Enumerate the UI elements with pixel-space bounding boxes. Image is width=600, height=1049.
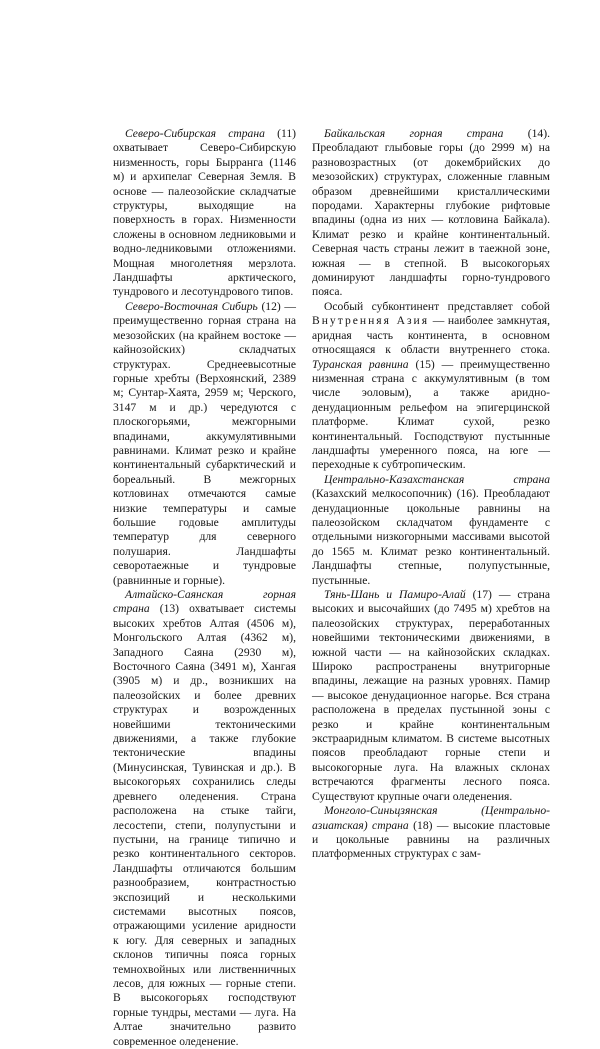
entry-title: Алтайско-Саянская горная страна <box>113 588 296 616</box>
entry-altai-sayan <box>113 588 296 1049</box>
entry-title: Центрально-Казахстанская страна <box>324 472 550 486</box>
entry-title: Северо-Восточная Сибирь <box>125 299 258 313</box>
entry-body: (11) охватывает Северо-Сибирскую низменность, горы Бырранга (1146 м) и архипелаг Северная Земля. В основе — палеозойские складчатые структуры, выходящие на поверхность в горах. Низменности сложены в основном ледниковыми и водно-ледниковыми отложениями. Мощная многолетняя мерзлота. Ландшафты арктического, тундрового и лесотундрового типов. <box>113 127 296 299</box>
entry-title: Тянь-Шань и Памиро-Алай <box>324 588 466 601</box>
entry-body: (18) — высокие пластовые и цокольные равнины на различных платформенных структурах с зам- <box>312 818 550 861</box>
entry-title: Туранская равнина <box>312 357 409 371</box>
entry-intro: Особый субконтинент представляет собой <box>324 299 550 313</box>
entry-body: — наиболее замкнутая, аридная часть континента, в основном относящаяся к области внутреннего стока. <box>312 314 550 357</box>
entry-body: (12) — преимущественно горная страна на мезозойских (на крайнем востоке — кайнозойских) складчатых структурах. Среднеевысотные горные хребты (Верхоянский, 2389 м; Сунтар-Хаята, 2959 м; Черского, 3147 м и др.) чередуются с плоскогорьями, межгорными впадинами, аккумулятивными равнинами. Климат резко и крайне континентальный субарктический и бореальный. В межгорных котловинах отмечаются самые низкие температуры и самые большие годовые амплитуды температур для северного полушария. Ландшафты севоротаежные и тундровые (равнинные и горные). <box>113 299 296 587</box>
entry-tianshan-pamir <box>312 588 550 804</box>
entry-title: Монголо-Синьцзянская (Центрально-азиатская) страна <box>312 804 550 832</box>
entry-baikal <box>312 127 550 300</box>
entry-spaced-term: Внутренняя Азия <box>312 314 430 328</box>
entry-inner-asia-turan <box>312 300 550 473</box>
right-column <box>312 127 550 862</box>
entry-title: Северо-Сибирская страна <box>125 127 265 140</box>
entry-body: (15) — преимущественно низменная страна с аккумулятивным (в том числе эоловым), а также аридно-денудационным рельефом на эпигерцинской платформе. Климат сухой, резко континентальный. Господствуют пустынные ландшафты умеренного пояса, на юге — переходные к субтропическим. <box>312 357 550 472</box>
entry-title: Байкальская горная страна <box>324 127 504 140</box>
entry-body: (14). Преобладают глыбовые горы (до 2999 м) на разновозрастных (от докембрийских до мезозойских) структурах, сложенные главным образом древнейшими кристаллическими породами. Характерны глубокие рифтовые впадины (одна из них — котловина Байкала). Климат резко и крайне континентальный. Северная часть страны лежит в таежной зоне, южная — в степной. В высокогорьях доминируют ландшафты горно-тундрового пояса. <box>312 127 550 299</box>
entry-body: (13) охватывает системы высоких хребтов Алтая (4506 м), Монгольского Алтая (4362 м), Западного Саяна (2930 м), Восточного Саяна (3491 м), Хангая (3905 м) и др., возникших на палеозойских и более древних структурах и возрожденных новейшими тектоническими движениями, а также глубокие тектонические впадины (Минусинская, Тувинская и др.). В высокогорьях сохранились следы древнего оледенения. Страна расположена на стыке тайги, лесостепи, степи, полупустыни и пустыни, на границе типично и резко континентального секторов. Ландшафты отличаются большим разнообразием, контрастностью экспозиций и несколькими системами высотных поясов, отражающими усиление аридности к югу. Для северных и западных склонов типичны пояса горных темнохвойных или лиственничных лесов, для южных — горные степи. В высокогорьях господствуют горные тундры, местами — луга. На Алтае значительно развито современное оледенение. <box>113 602 296 1048</box>
entry-body: (17) — страна высоких и высочайших (до 7495 м) хребтов на палеозойских структурах, переработанных новейшими тектоническими движениями, в южной части — на кайнозойских складках. Широко распространены внутригорные впадины, лежащие на разных уровнях. Памир — высокое денудационное нагорье. Вся страна расположена в пределах пустынной зоны с резко и крайне континентальным экстрааридным климатом. В системе высотных поясов преобладают горные степи и высокогорные луга. На влажных склонах встречаются фрагменты лесного пояса. Существуют крупные очаги оледенения. <box>312 588 550 803</box>
left-column <box>113 127 296 1049</box>
entry-body: (Казахский мелкосопочник) (16). Преобладают денудационные цокольные равнины на палеозойском складчатом фундаменте с отдельными низкогорными массивами высотой до 1565 м. Климат резко континентальный. Ландшафты степные, полупустынные, пустынные. <box>312 487 550 587</box>
entry-north-siberian <box>113 127 296 300</box>
entry-northeast-siberia <box>113 300 296 588</box>
entry-mongol-xinjiang <box>312 804 550 862</box>
entry-central-kazakh <box>312 473 550 588</box>
